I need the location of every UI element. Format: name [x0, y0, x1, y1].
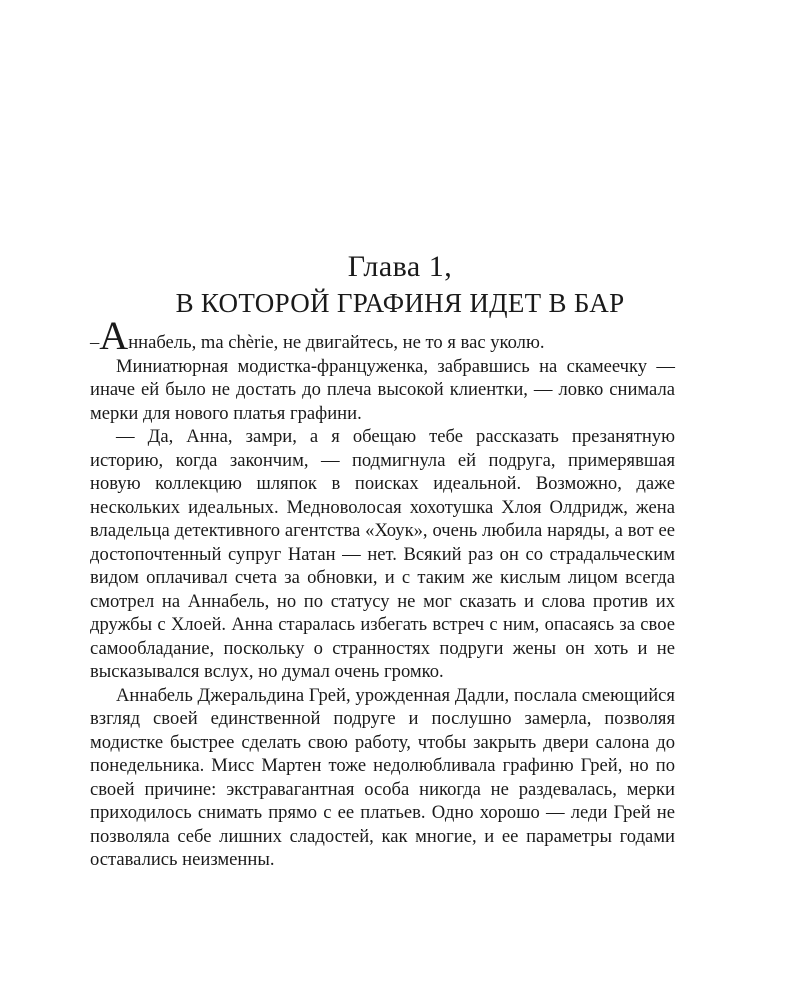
opening-dash: –	[90, 332, 100, 353]
paragraph-4: Аннабель Джеральдина Грей, урожденная Дадли, послала смеющийся взгляд своей единственной подруге и послушно замерла, позволяя модистке быстрее сделать свою работу, чтобы закрыть двери салона до понедельника. Мисс Мартен тоже недолюбливала графиню Грей, но по своей причине: экстравагантная особа никогда не раздевалась, мерки приходилось снимать прямо с ее платьев. Одно хорошо — леди Грей не позволяла себе лишних сладостей, как многие, и ее параметры годами оставались неизменны.	[90, 684, 675, 870]
paragraph-2: Миниатюрная модистка-француженка, забравшись на скамеечку — иначе ей было не достать до плеча высокой клиентки, — ловко снимала мерки для нового платья графини.	[90, 355, 675, 424]
chapter-number: Глава 1,	[347, 250, 453, 283]
paragraph-3: — Да, Анна, замри, а я обещаю тебе рассказать презанятную историю, когда закончим, — подмигнула ей подруга, примерявшая новую коллекцию шляпок в поисках идеальной. Возможно, даже нескольких идеальных. Медноволосая хохотушка Хлоя Олдридж, жена владельца детективного агентства «Хоук», очень любила наряды, а вот ее достопочтенный супруг Натан — нет. Всякий раз он со страдальческим видом оплачивал счета за обновки, и с таким же кислым лицом всегда смотрел на Аннабель, но по статусу не мог сказать и слова против их дружбы с Хлоей. Анна старалась избегать встреч с ним, опасаясь за свое самообладание, поскольку о странностях подруги жены он хоть и не высказывался вслух, но думал очень громко.	[90, 426, 675, 682]
chapter-body	[90, 313, 675, 872]
paragraph-1	[90, 313, 675, 358]
paragraph-1-text: ннабель, ma chèrie, не двигайтесь, не то я вас уколю.	[128, 332, 545, 353]
drop-cap-initial: А	[99, 313, 129, 358]
chapter-title: В КОТОРОЙ ГРАФИНЯ ИДЕТ В БАР	[175, 288, 625, 318]
